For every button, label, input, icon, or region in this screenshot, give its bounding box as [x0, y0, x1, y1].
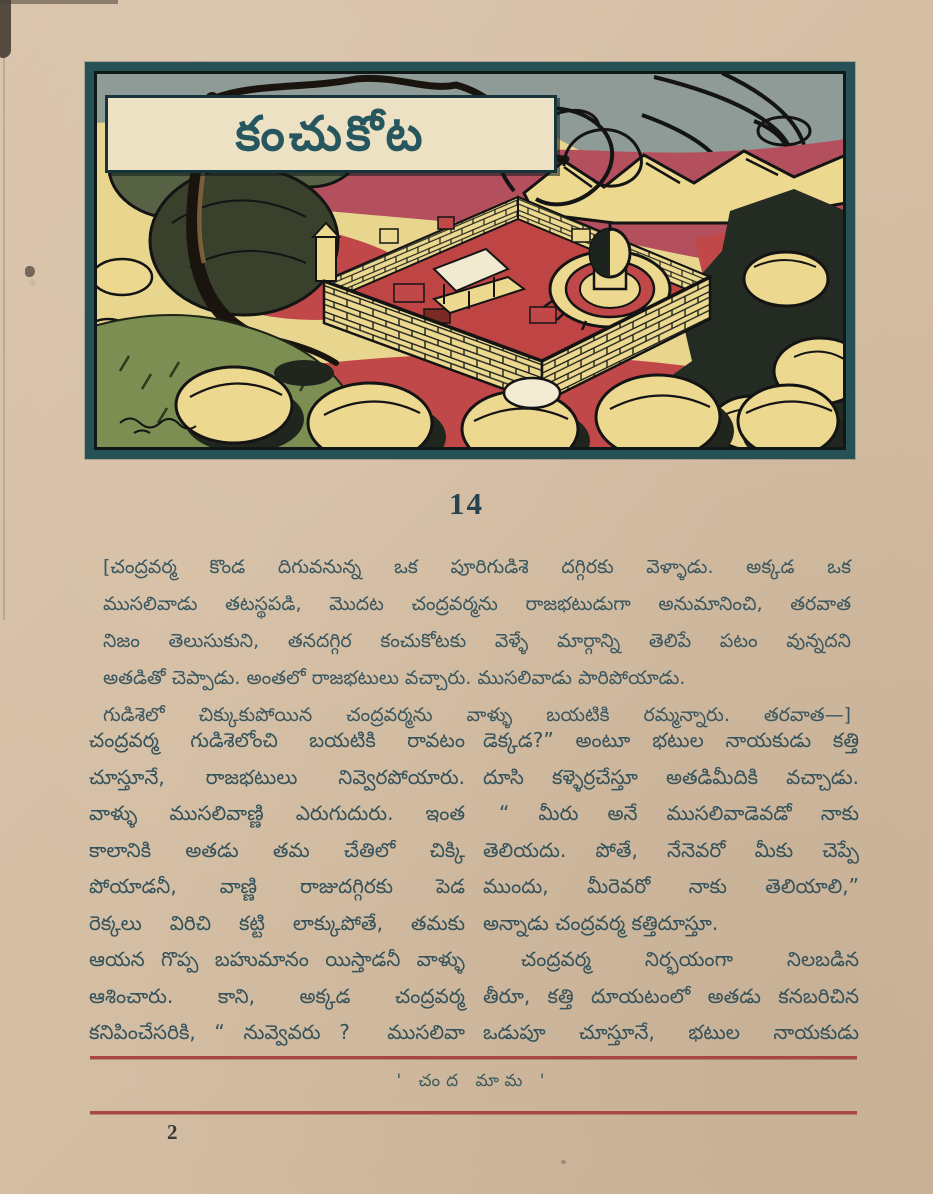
- text-line: ఆశించారు. కాని, అక్కడ చంద్రవర్మ: [89, 983, 465, 1008]
- text-line: ముసలివాడు తటస్థపడి, మొదట చంద్రవర్మను రాజభటుడుగా అనుమానించి, తరవాత: [103, 593, 851, 615]
- right-column: [483, 722, 859, 1051]
- text-line: చంద్రవర్మ గుడిశెలోంచి బయటికి రావటం: [89, 728, 465, 752]
- paper-speck: [29, 279, 36, 286]
- page-number: 2: [167, 1120, 178, 1144]
- text-line: కనిపించేసరికి, “ నువ్వెవరు ? ముసలివా: [89, 1020, 465, 1044]
- text-line: వాళ్ళు ముసలివాణ్ణి ఎరుగుదురు. ఇంత: [89, 801, 465, 825]
- paper-crease: [3, 0, 5, 620]
- text-line: [చంద్రవర్మ కొండ దిగువనున్న ఒక పూరిగుడిశె దగ్గిరకు వెళ్ళాడు. అక్కడ ఒక: [103, 556, 851, 578]
- left-column: [89, 722, 465, 1051]
- text-line: తెలియదు. పోతే, నేనెవరో మీకు చెప్పే: [483, 837, 859, 862]
- story-title: కంచుకోట: [235, 106, 427, 162]
- text-line: అతడితో చెప్పాడు. అంతలో రాజభటులు వచ్చారు. ముసలివాడు పారిపోయాడు.: [103, 667, 686, 689]
- text-line: చంద్రవర్మ నిర్భయంగా నిలబడిన: [521, 947, 859, 971]
- text-line: తీరూ, కత్తి దూయటంలో అతడు కనబరిచిన: [483, 983, 859, 1008]
- magazine-name: ' చంద మామ ': [396, 1071, 551, 1091]
- text-line: రెక్కలు విరిచి కట్టి లాక్కుపోతే, తమకు: [89, 910, 465, 935]
- synopsis-paragraph: [103, 549, 851, 734]
- footer-rule-top: [90, 1056, 857, 1059]
- text-line: పోయాడనీ, వాణ్ణి రాజుదగ్గిరకు పెడ: [89, 874, 465, 898]
- story-title-box: [105, 95, 557, 173]
- text-line: గుడిశెలో చిక్కుకుపోయిన చంద్రవర్మను వాళ్ళు బయటికి రమ్మన్నారు. తరవాత—]: [103, 704, 851, 726]
- text-line: కాలానికి అతడు తమ చేతిలో చిక్కి: [89, 837, 465, 862]
- text-line: అన్నాడు చంద్రవర్మ కత్తిదూస్తూ.: [483, 910, 719, 935]
- story-illustration: [85, 62, 855, 459]
- chapter-number: 14: [449, 486, 484, 521]
- body-text: [89, 722, 859, 1051]
- text-line: నిజం తెలుసుకుని, తనదగ్గిర కంచుకోటకు వెళ్ళే మార్గాన్ని తెలిపే పటం వున్నదని: [103, 630, 851, 652]
- text-line: ఆయన గొప్ప బహుమానం యిస్తాడనీ వాళ్ళు: [89, 947, 465, 971]
- text-line: డెక్కడ?” అంటూ భటుల నాయకుడు కత్తి: [483, 728, 859, 752]
- scan-edge-line: [0, 0, 118, 4]
- paper-speck: [561, 1160, 566, 1164]
- scan-edge-mark: [0, 0, 11, 58]
- paper-speck: [25, 266, 35, 277]
- text-line: ఒడుపూ చూస్తూనే, భటుల నాయకుడు: [483, 1020, 859, 1044]
- text-line: “ మీరు అనే ముసలివాడెవడో నాకు: [499, 801, 859, 825]
- text-line: ముందు, మీరెవరో నాకు తెలియాలి,”: [483, 874, 859, 898]
- text-line: చూస్తూనే, రాజభటులు నివ్వెరపోయారు.: [89, 764, 465, 789]
- footer-rule-bottom: [90, 1111, 857, 1114]
- text-line: దూసి కళ్ళెర్రచేస్తూ అతడిమీదికి వచ్చాడు.: [483, 764, 859, 789]
